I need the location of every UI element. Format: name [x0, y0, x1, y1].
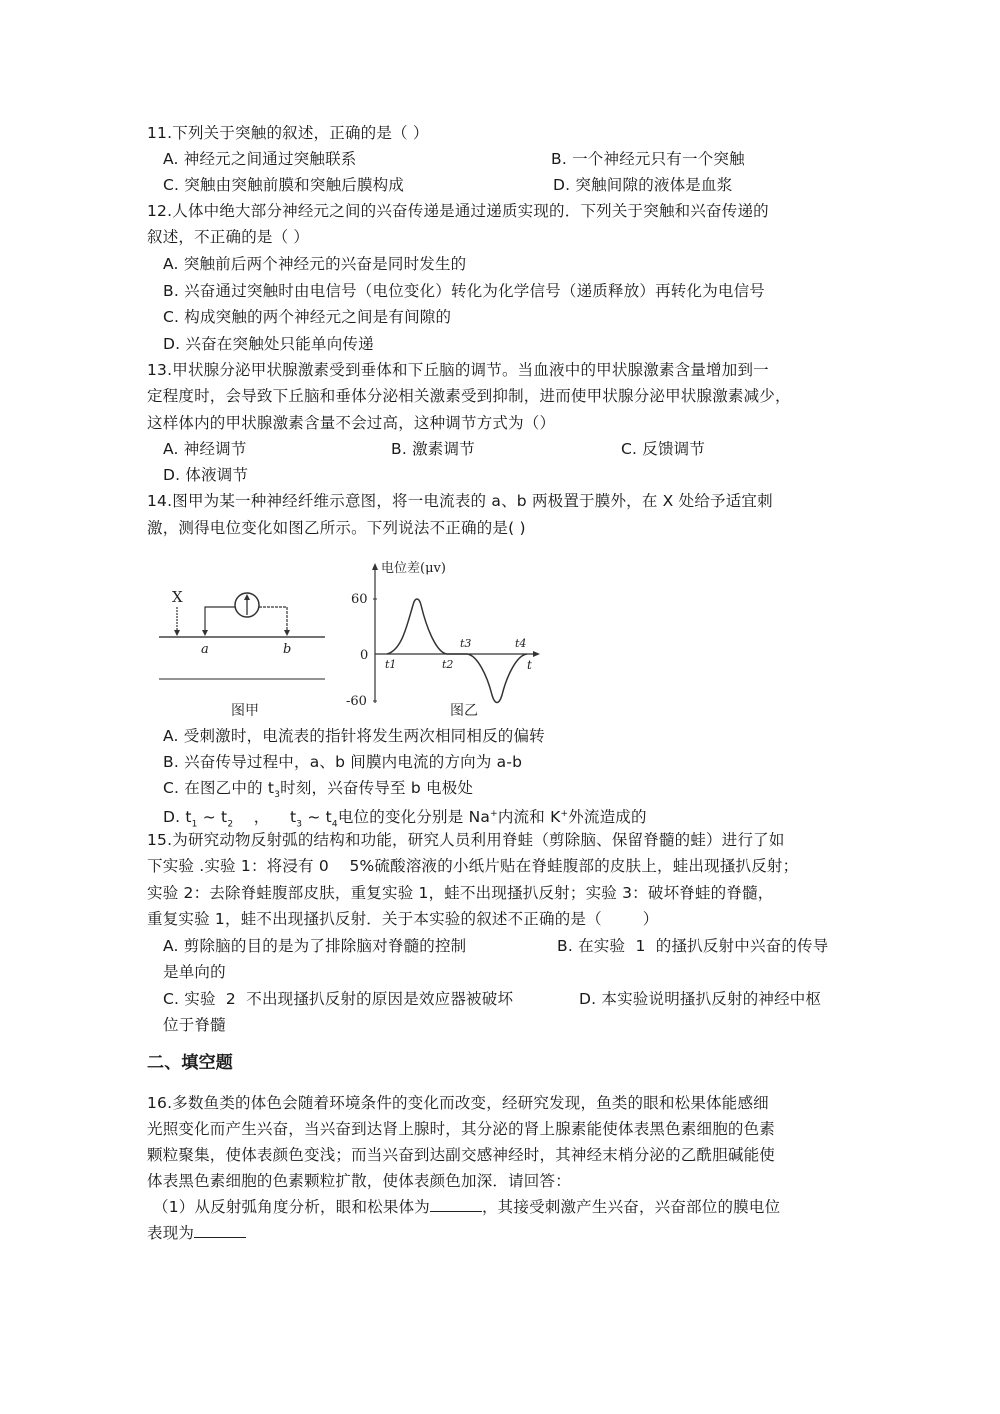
- q15-option-a: A. 剪除脑的目的是为了排除脑对脊髓的控制: [163, 937, 467, 955]
- q13-option-b: B. 激素调节: [391, 440, 475, 458]
- q13-option-a: A. 神经调节: [163, 440, 247, 458]
- subscript: 3: [296, 819, 303, 830]
- q11-option-a: A. 神经元之间通过突触联系: [163, 150, 357, 168]
- q14-option-d-text: ~ t: [302, 808, 332, 827]
- q15-stem-line3: 实验 2：去除脊蛙腹部皮肤，重复实验 1，蛙不出现搔扒反射；实验 3：破坏脊蛙的脊髓，: [147, 884, 774, 902]
- q13-stem-line1: 13.甲状腺分泌甲状腺激素受到垂体和下丘脑的调节。当血液中的甲状腺激素含量增加到一: [147, 361, 769, 379]
- potential-curve: [387, 599, 527, 703]
- stimulus-label: X: [172, 588, 183, 606]
- q14-stem-line1: 14.图甲为某一种神经纤维示意图，将一电流表的 a、b 两极置于膜外，在 X 处给予适宜刺: [147, 492, 773, 510]
- q14-option-c-text: C. 在图乙中的 t: [163, 779, 275, 797]
- subscript: 4: [331, 819, 338, 830]
- q15-option-b-line1: B. 在实验 1 的搔扒反射中兴奋的传导: [557, 937, 829, 955]
- q16-sub1-text: 表现为: [147, 1224, 195, 1242]
- q14-option-d-text: D. t: [163, 808, 192, 827]
- q16-stem-line3: 颗粒聚集，使体表颜色变浅；而当兴奋到达副交感神经时，其神经末梢分泌的乙酰胆碱能使: [147, 1146, 776, 1164]
- x-axis-label: t: [527, 658, 532, 672]
- q11-option-c: C. 突触由突触前膜和突触后膜构成: [163, 176, 405, 194]
- q13-option-d: D. 体液调节: [163, 466, 249, 484]
- q11-option-d: D. 突触间隙的液体是血浆: [553, 176, 733, 194]
- q14-option-d-text: 内流和 K: [497, 808, 561, 827]
- subscript: 3: [274, 790, 281, 801]
- q12-option-d: D. 兴奋在突触处只能单向传递: [163, 335, 374, 353]
- q15-stem-line2: 下实验 .实验 1：将浸有 0 5%硫酸溶液的小纸片贴在脊蛙腹部的皮肤上，蛙出现搔扒反射；: [147, 857, 799, 875]
- q12-option-c: C. 构成突触的两个神经元之间是有间隙的: [163, 308, 452, 326]
- q15-stem-line4: 重复实验 1，蛙不出现搔扒反射．关于本实验的叙述不正确的是（ ）: [147, 910, 659, 928]
- y-axis-label: 电位差(μv): [381, 561, 446, 576]
- q14-option-a: A. 受刺激时，电流表的指针将发生两次相同相反的偏转: [163, 727, 545, 745]
- q15-option-d-line2: 位于脊髓: [163, 1016, 226, 1034]
- figure-yi-caption: 图乙: [450, 703, 478, 719]
- superscript: +: [490, 809, 498, 819]
- superscript: +: [560, 809, 569, 819]
- figure-jia-caption: 图甲: [231, 703, 259, 719]
- figure-yi: [346, 560, 540, 719]
- q16-stem-line2: 光照变化而产生兴奋，当兴奋到达肾上腺时，其分泌的肾上腺素能使体表黑色素细胞的色素: [147, 1120, 776, 1138]
- section-heading-fill-in-blank: 二、填空题: [147, 1053, 233, 1073]
- figure-jia: [159, 588, 325, 719]
- q11-option-b: B. 一个神经元只有一个突触: [551, 150, 745, 168]
- q14-option-b: B. 兴奋传导过程中，a、b 间膜内电流的方向为 a-b: [163, 753, 523, 771]
- answer-blank[interactable]: [430, 1197, 482, 1212]
- time-mark-t2: t2: [442, 658, 454, 671]
- q16-sub1-text: ，其接受刺激产生兴奋，兴奋部位的膜电位: [481, 1198, 781, 1216]
- q14-figures: [157, 555, 557, 725]
- q16-sub1: [153, 1194, 780, 1220]
- time-mark-t3: t3: [460, 637, 472, 650]
- q14-stem-line2: 激，测得电位变化如图乙所示。下列说法不正确的是( ): [147, 519, 526, 537]
- q13-option-c: C. 反馈调节: [621, 440, 706, 458]
- electrode-b-label: b: [283, 642, 292, 657]
- q15-option-c: C. 实验 2 不出现搔扒反射的原因是效应器被破坏: [163, 990, 514, 1008]
- q12-stem-line1: 12.人体中绝大部分神经元之间的兴奋传递是通过递质实现的．下列关于突触和兴奋传递的: [147, 202, 769, 220]
- subscript: 2: [227, 819, 234, 830]
- time-mark-t4: t4: [515, 637, 527, 650]
- q12-option-b: B. 兴奋通过突触时由电信号（电位变化）转化为化学信号（递质释放）再转化为电信号: [163, 282, 765, 300]
- q13-stem-line3: 这样体内的甲状腺激素含量不会过高，这种调节方式为（）: [147, 414, 556, 432]
- y-tick-0: 0: [360, 648, 369, 663]
- answer-blank[interactable]: [194, 1223, 246, 1238]
- q14-option-d-text: ~ t: [197, 808, 228, 827]
- q13-stem-line2: 定程度时，会导致下丘脑和垂体分泌相关激素受到抑制，进而使甲状腺分泌甲状腺激素减少，: [147, 387, 791, 405]
- subscript: 1: [191, 819, 198, 830]
- q15-option-b-line2: 是单向的: [163, 963, 226, 981]
- q14-option-c-text: 时刻，兴奋传导至 b 电极处: [280, 779, 474, 797]
- q16-stem-line4: 体表黑色素细胞的色素颗粒扩散，使体表颜色加深．请回答：: [147, 1172, 571, 1190]
- y-tick-60: 60: [351, 592, 368, 607]
- nerve-fiber-diagram-and-potential-graph: [157, 555, 557, 725]
- q16-stem-line1: 16.多数鱼类的体色会随着环境条件的变化而改变，经研究发现，鱼类的眼和松果体能感细: [147, 1094, 769, 1112]
- q14-option-d-text: ， t: [233, 808, 297, 827]
- q12-stem-line2: 叙述，不正确的是（ ）: [147, 228, 310, 246]
- time-mark-t1: t1: [385, 658, 397, 671]
- q14-option-d-text: 电位的变化分别是 Na: [337, 808, 491, 827]
- y-tick-neg60: -60: [346, 694, 367, 709]
- q16-sub1-text: （1）从反射弧角度分析，眼和松果体为: [153, 1198, 430, 1216]
- q11-stem: 11.下列关于突触的叙述，正确的是（ ）: [147, 124, 429, 142]
- q12-option-a: A. 突触前后两个神经元的兴奋是同时发生的: [163, 255, 467, 273]
- q14-option-d-text: 外流造成的: [568, 808, 647, 827]
- q15-stem-line1: 15.为研究动物反射弧的结构和功能，研究人员利用脊蛙（剪除脑、保留脊髓的蛙）进行了如: [147, 831, 785, 849]
- electrode-a-label: a: [201, 642, 209, 657]
- q15-option-d-line1: D. 本实验说明搔扒反射的神经中枢: [579, 990, 822, 1008]
- q16-sub1-line2: [147, 1220, 246, 1246]
